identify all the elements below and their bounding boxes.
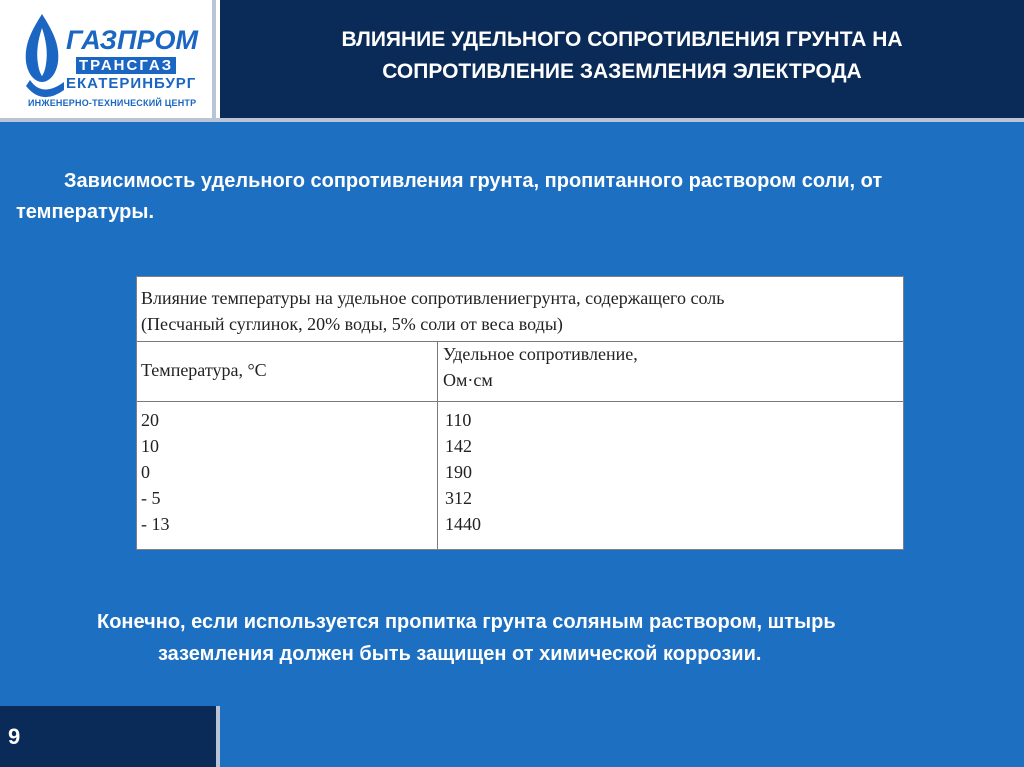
column-header-temperature: Температура, °С <box>141 360 267 380</box>
header-band <box>220 0 1024 118</box>
logo-subtitle: ИНЖЕНЕРНО-ТЕХНИЧЕСКИЙ ЦЕНТР <box>28 98 197 108</box>
slide-body <box>0 118 1024 706</box>
logo-area <box>0 0 216 118</box>
temperature-cell: - 13 <box>141 514 170 534</box>
resistivity-cell: 190 <box>445 462 472 482</box>
title-line-2: СОПРОТИВЛЕНИЕ ЗАЗЕМЛЕНИЯ ЭЛЕКТРОДА <box>382 60 862 83</box>
intro-text: Зависимость удельного сопротивления грунта, пропитанного раствором соли, от температуры. <box>16 170 883 223</box>
temperature-cell: 20 <box>141 410 159 430</box>
column-header-resistivity <box>443 341 638 393</box>
footer-left <box>0 706 216 767</box>
column-header-resistivity-line-2: Ом·см <box>443 370 493 390</box>
conclusion-line-1: Конечно, если используется пропитка грунта соляным раствором, штырь <box>97 611 836 633</box>
logo-word-transgaz: ТРАНСГАЗ <box>76 57 176 74</box>
resistivity-table <box>136 276 904 550</box>
table-divider <box>137 401 903 402</box>
temperature-cell: - 5 <box>141 488 161 508</box>
logo-word-gazprom: ГАЗПРОМ <box>66 25 198 55</box>
column-header-resistivity-line-1: Удельное сопротивление, <box>443 344 638 364</box>
table-caption <box>141 285 724 337</box>
table-column-divider <box>437 341 438 549</box>
resistivity-cell: 142 <box>445 436 472 456</box>
resistivity-cell: 110 <box>445 410 472 430</box>
conclusion-line-2: заземления должен быть защищен от химической коррозии. <box>158 643 762 665</box>
resistivity-cell: 312 <box>445 488 472 508</box>
table-caption-line-2: (Песчаный суглинок, 20% воды, 5% соли от веса воды) <box>141 314 563 334</box>
logo-word-ekaterinburg: ЕКАТЕРИНБУРГ <box>66 75 197 92</box>
gazprom-flame-icon <box>12 10 72 100</box>
resistivity-cell: 1440 <box>445 514 481 534</box>
table-caption-line-1: Влияние температуры на удельное сопротивлениегрунта, содержащего соль <box>141 288 725 308</box>
title-line-1: ВЛИЯНИЕ УДЕЛЬНОГО СОПРОТИВЛЕНИЯ ГРУНТА НА <box>341 28 903 51</box>
temperature-column <box>141 407 170 537</box>
temperature-cell: 10 <box>141 436 159 456</box>
temperature-cell: 0 <box>141 462 150 482</box>
resistivity-column <box>445 407 481 537</box>
footer-right <box>220 706 1024 767</box>
page-title <box>220 24 1024 88</box>
page-number: 9 <box>8 724 21 749</box>
